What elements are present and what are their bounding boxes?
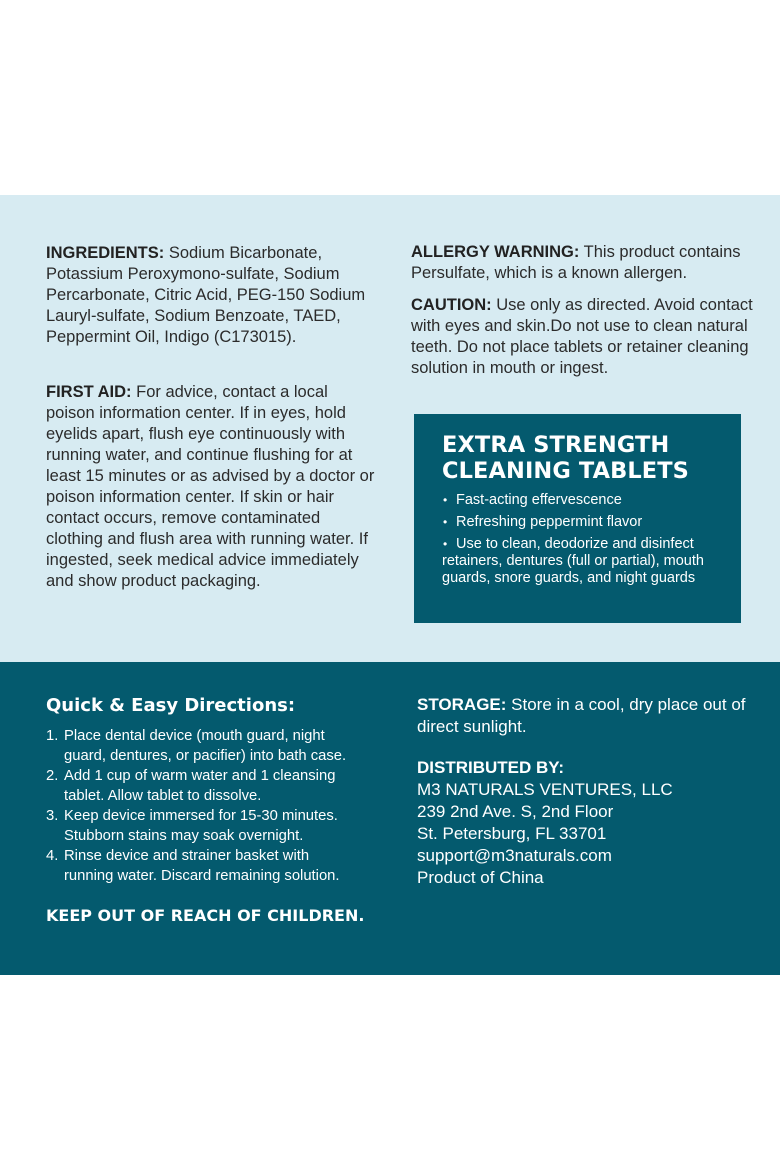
extra-strength-callout <box>414 414 741 623</box>
distributor-address-line1: 239 2nd Ave. S, 2nd Floor <box>417 802 614 821</box>
step-text-line2: guard, dentures, or pacifier) into bath case. <box>64 748 347 764</box>
callout-title <box>442 432 721 484</box>
callout-title-line1: EXTRA STRENGTH <box>442 432 670 458</box>
caution-label: CAUTION: <box>411 296 492 314</box>
distributor-block <box>417 757 757 889</box>
ingredients-label: INGREDIENTS: <box>46 244 165 262</box>
callout-feature-text: Use to clean, deodorize and disinfect retainers, dentures (full or partial), mouth guards, snore guards, and night guards <box>442 536 704 586</box>
allergy-warning-text: This product contains Persulfate, which is a known allergen. <box>411 243 741 282</box>
first-aid-paragraph <box>46 382 376 592</box>
callout-feature-text: Fast-acting effervescence <box>456 492 622 508</box>
keep-out-warning: KEEP OUT OF REACH OF CHILDREN. <box>46 906 365 925</box>
storage-paragraph <box>417 694 757 738</box>
first-aid-text: For advice, contact a local poison information center. If in eyes, hold eyelids apart, flush eye continuously with running water, and continue flushing for at least 15 minutes or as advised by a doctor or poison information center. If skin or hair contact occurs, remove contaminated clothing and flush area with running water. If ingested, seek medical advice immediately and show product packaging. <box>46 383 375 590</box>
callout-feature-item <box>442 536 721 587</box>
distributor-name: M3 NATURALS VENTURES, LLC <box>417 780 673 799</box>
bullet-icon: • <box>443 493 448 507</box>
caution-paragraph <box>411 295 756 379</box>
step-text-line1: Keep device immersed for 15-30 minutes. <box>64 808 338 824</box>
step-text-line1: Rinse device and strainer basket with <box>64 848 310 864</box>
step-number: 3. <box>46 808 59 824</box>
directions-list <box>46 726 386 886</box>
step-text-line1: Place dental device (mouth guard, night <box>64 728 325 744</box>
direction-step <box>46 766 386 806</box>
directions-heading: Quick & Easy Directions: <box>46 695 296 716</box>
distributor-label: DISTRIBUTED BY: <box>417 758 565 777</box>
storage-label: STORAGE: <box>417 695 507 714</box>
bullet-icon: • <box>443 515 448 529</box>
ingredients-paragraph <box>46 243 376 348</box>
direction-step <box>46 806 386 846</box>
caution-text: Use only as directed. Avoid contact with eyes and skin.Do not use to clean natural teeth. Do not place tablets or retainer cleaning solution in mouth or ingest. <box>411 296 753 377</box>
callout-feature-item <box>442 492 721 509</box>
step-text-line2: running water. Discard remaining solution. <box>64 868 340 884</box>
step-number: 2. <box>46 768 59 784</box>
step-text-line2: tablet. Allow tablet to dissolve. <box>64 788 262 804</box>
storage-text: Store in a cool, dry place out of direct sunlight. <box>417 695 746 736</box>
callout-feature-item <box>442 514 721 531</box>
distributor-email: support@m3naturals.com <box>417 846 612 865</box>
callout-feature-list <box>442 492 721 587</box>
product-origin: Product of China <box>417 868 544 887</box>
allergy-warning-paragraph <box>411 242 756 284</box>
step-text-line2: Stubborn stains may soak overnight. <box>64 828 304 844</box>
bullet-icon: • <box>443 537 448 551</box>
step-text-line1: Add 1 cup of warm water and 1 cleansing <box>64 768 336 784</box>
direction-step <box>46 846 386 886</box>
direction-step <box>46 726 386 766</box>
distributor-address-line2: St. Petersburg, FL 33701 <box>417 824 607 843</box>
allergy-warning-label: ALLERGY WARNING: <box>411 243 580 261</box>
callout-feature-text: Refreshing peppermint flavor <box>456 514 643 530</box>
first-aid-label: FIRST AID: <box>46 383 132 401</box>
step-number: 1. <box>46 728 59 744</box>
ingredients-text: Sodium Bicarbonate, Potassium Peroxymono-sulfate, Sodium Percarbonate, Citric Acid, PEG-150 Sodium Lauryl-sulfate, Sodium Benzoate, TAED, Peppermint Oil, Indigo (C173015). <box>46 244 366 346</box>
step-number: 4. <box>46 848 59 864</box>
callout-title-line2: CLEANING TABLETS <box>442 458 689 484</box>
